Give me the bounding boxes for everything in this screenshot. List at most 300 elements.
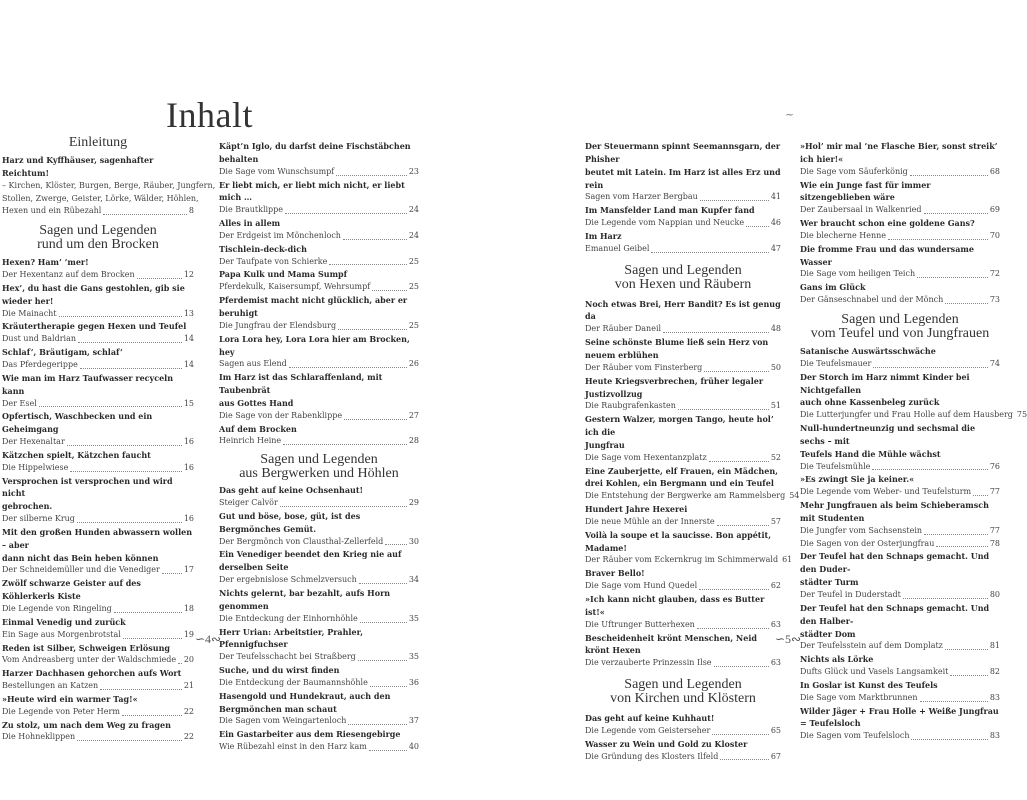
toc-entry-label: Die Sagen vom Weingartenloch [219,716,347,726]
toc-entry-label: Sagen aus Elend [219,359,287,369]
toc-entry[interactable] [800,486,1000,499]
toc-entry[interactable] [800,461,1000,474]
toc-entry[interactable] [2,180,216,193]
toc-entry[interactable] [800,640,1000,653]
toc-entry-label: Der Hexentanz auf dem Brocken [2,270,135,280]
toc-entry-label: Der Erdgeist im Mönchenloch [219,230,341,240]
toc-entry-label: Vom Andreasberg unter der Waldschmiede [2,655,177,665]
leader-dots [936,538,987,548]
section-heading [2,136,194,150]
toc-entry-page: 75 [1016,410,1027,420]
chapter-title: »Heute wird ein warmer Tag!« [2,693,138,704]
toc-entry-page: 72 [989,269,1000,279]
section-heading-line: rund um den Brocken [37,237,159,253]
toc-entry-label: Die Sagen vom Teufelsloch [800,731,910,741]
toc-entry-page: 20 [183,655,194,665]
section-heading-line: aus Bergwerken und Höhlen [239,466,399,482]
chapter-title: Opfertisch, Waschbecken und ein Geheimgang [2,411,153,435]
leader-dots [162,564,182,574]
toc-entry[interactable] [800,268,1000,281]
section-heading-line: von Hexen und Räubern [614,276,752,292]
leader-dots [924,204,988,214]
chapter-title: Bescheidenheit krönt Menschen, Neid krönt Hexen [585,632,757,656]
toc-entry[interactable] [219,204,419,217]
chapter-title: Das geht auf keine Ochsenhaut! [219,485,364,496]
toc-entry-label: Die Sage vom Hexentanzplatz [585,452,707,462]
chapter-title: Er liebt mich, er liebt mich nicht, er liebt mich … [219,179,405,203]
toc-entry-label: Dust und Baldrian [2,334,77,344]
toc-entry-page: 25 [408,320,419,330]
toc-entry[interactable] [800,666,1000,679]
leader-dots [903,589,988,599]
chapter-title: Reden ist Silber, Schweigen Erlösung [2,642,170,653]
leader-dots [678,400,769,410]
chapter-title: Nichts gelernt, bar bezahlt, aufs Horn genommen [219,588,391,611]
leader-dots [370,677,407,687]
toc-entry[interactable] [585,191,781,204]
toc-entry-label: Der Gänseschnabel und der Mönch [800,295,944,305]
chapter-title: Der Teufel hat den Schnaps gemacht. Und den Halber- [800,602,990,626]
chapter-title: Voilà la soupe et la saucisse. Bon appétit, Madame! [585,529,772,553]
toc-entry[interactable] [219,651,419,664]
leader-dots [344,410,407,420]
leader-dots [920,692,988,702]
leader-dots [59,308,182,318]
toc-entry[interactable] [2,513,194,526]
toc-entry-page: 25 [408,282,419,292]
chapter-title: Das geht auf keine Kuhhaut! [585,713,715,724]
toc-entry[interactable] [2,654,194,667]
toc-entry-page: 54 [789,491,800,501]
toc-entry-label: Die blecherne Henne [800,230,887,240]
leader-dots [338,320,407,330]
toc-entry[interactable] [219,613,419,626]
leader-dots [709,452,769,462]
toc-entry[interactable] [219,358,419,371]
toc-entry-label: Die Lutterjungfer und Frau Holle auf dem Hausberg [800,410,1013,420]
toc-entry-label: Stollen, Zwerge, Geister, Lörke, Wälder, Höhlen, [2,193,199,203]
toc-entry[interactable] [585,452,781,465]
toc-entry-label: Die Entdeckung der Baumannshöhle [219,677,368,687]
section-heading-line: von Kirchen und Klöstern [610,691,756,707]
chapter-title: Pferdemist macht nicht glücklich, aber er beruhigt [219,295,408,318]
toc-entry[interactable] [585,243,781,256]
toc-entry-page: 77 [989,487,1000,497]
toc-entry-label: Die Mainacht [2,308,57,318]
toc-entry[interactable] [219,256,419,269]
toc-entry-page: 47 [770,243,781,253]
toc-entry-page: 36 [408,677,419,687]
section-heading-line: Sagen und Legenden [841,311,959,327]
toc-entry-page: 16 [183,462,194,472]
toc-entry[interactable] [2,706,194,719]
leader-dots [720,751,768,761]
chapter-title: Die fromme Frau und das wundersame Wasser [800,243,974,267]
toc-entry-page: 80 [989,590,1000,599]
chapter-title: Mehr Jungfrauen als beim Schieberamsch [800,500,989,511]
toc-column-3 [585,140,800,763]
toc-entry[interactable] [800,692,1000,705]
chapter-title: Teufels Hand die Mühle wächst [800,448,941,459]
toc-entry[interactable] [800,589,1000,602]
toc-entry[interactable] [219,677,419,690]
leader-dots [285,204,407,214]
chapter-title: Zu stolz, um nach dem Weg zu fragen [2,719,171,730]
toc-entry-page: 50 [770,362,781,372]
toc-entry[interactable] [800,730,1000,743]
leader-dots [704,362,769,372]
page-number-right: ∽5∾ [775,632,802,646]
chapter-title: auch ohne Kassenbeleg zurück [800,397,940,408]
chapter-title: Hasengold und Hundekraut, auch den [219,690,391,701]
leader-dots [872,461,987,471]
toc-entry-label: Die Teufelsmauer [800,358,872,368]
toc-entry[interactable] [800,358,1000,371]
chapter-title: Seine schönste Blume ließ sein Herz von [585,337,769,348]
toc-entry-page: 12 [183,270,194,280]
toc-entry-page: 24 [408,205,419,215]
toc-entry[interactable] [585,657,781,670]
chapter-title: Einmal Venedig und zurück [2,616,126,627]
toc-entry-page: 70 [989,230,1000,240]
section-heading-line: Sagen und Legenden [624,262,742,278]
toc-entry-page: 37 [408,716,419,726]
chapter-title: Mit den großen Hunden abwassern wollen – aber [2,526,193,550]
toc-entry-label: – Kirchen, Klöster, Burgen, Berge, Räuber, Jungfern, [2,180,216,190]
toc-entry-page: 14 [183,334,194,344]
leader-dots [178,654,182,664]
leader-dots [945,640,988,650]
toc-entry-page: 34 [408,575,419,585]
toc-entry-page: 69 [989,205,1000,215]
toc-entry[interactable] [585,580,781,593]
section-heading-line: vom Teufel und von Jungfrauen [810,325,990,341]
toc-entry-page: 19 [183,629,194,639]
toc-entry[interactable] [585,400,781,413]
toc-entry[interactable] [219,536,419,549]
toc-entry-label: Die Sagen von der Osterjungfrau [800,538,935,548]
toc-entry[interactable] [585,619,781,632]
toc-entry-page: 29 [408,498,419,508]
leader-dots [372,281,407,291]
chapter-title: Hundert Jahre Hexerei [585,504,688,515]
toc-entry[interactable] [585,323,781,336]
chapter-title: Im Harz ist das Schlaraffenland, mit Taubenbrät [219,372,383,396]
chapter-title: Schlaf’, Bräutigam, schlaf’ [2,347,123,358]
toc-entry[interactable] [800,525,1000,538]
leader-dots [122,706,182,716]
toc-entry[interactable] [219,435,419,448]
leader-dots [873,358,988,368]
toc-entry-page: 67 [770,751,781,761]
toc-entry-label: Der Taufpate von Schierke [219,256,328,266]
toc-entry[interactable] [800,230,1000,243]
chapter-title: Null-hundertneunzig und sechsmal die sechs – mit [800,423,976,446]
toc-entry-label: Die Hohneklippen [2,732,76,742]
section-heading [800,313,1000,341]
leader-dots [289,358,407,368]
chapter-title: In Goslar ist Kunst des Teufels [800,679,938,690]
leader-dots [699,580,769,590]
chapter-title: Hex’, du hast die Gans gestohlen, gib sie wieder her! [2,282,185,306]
leader-dots [77,731,182,741]
toc-entry-page: 74 [989,358,1000,368]
chapter-title: Tischlein-deck-dich [219,243,307,254]
toc-entry-label: Die Legende von Ringeling [2,604,112,613]
toc-entry-label: Der silberne Krug [2,514,75,524]
toc-entry-label: Der Räuber vom Eckernkrug im Schimmerwald [585,555,779,565]
toc-entry-page: 82 [989,667,1000,677]
section-heading-line: Einleitung [68,135,128,150]
chapter-title: Der Storch im Harz nimmt Kinder bei Nichtgefallen [800,371,970,395]
toc-entry-label: Emanuel Geibel [585,243,650,253]
toc-entry-label: Die Legende von Peter Herm [2,706,120,716]
toc-entry-page: 8 [188,206,194,216]
toc-entry[interactable] [800,409,1027,422]
toc-entry[interactable] [219,166,419,179]
toc-entry-page: 63 [770,658,781,668]
leader-dots [359,574,407,584]
leader-dots [343,230,407,240]
ornament-top: ~ [785,108,795,121]
leader-dots [77,513,182,523]
toc-entry-label: Die Entstehung der Bergwerke am Rammelsberg [585,491,786,501]
toc-entry-page: 65 [770,725,781,735]
toc-entry-page: 24 [408,230,419,240]
chapter-title: Suche, und du wirst finden [219,665,340,676]
toc-entry-page: 28 [408,436,419,446]
toc-column-1 [2,135,216,744]
toc-entry-label: Der Schneidemüller und die Venediger [2,565,160,575]
toc-entry[interactable] [585,725,781,738]
toc-entry[interactable] [2,462,194,475]
chapter-title: Alles in allem [219,218,281,229]
leader-dots [80,359,182,369]
toc-entry-page: 21 [183,681,194,691]
toc-entry-label: Die Brautklippe [219,205,284,215]
toc-entry[interactable] [2,680,194,693]
chapter-title: neuem erblühen [585,349,659,360]
toc-entry-label: Steiger Calvör [219,498,278,508]
toc-entry[interactable] [585,751,781,764]
toc-entry[interactable] [585,362,781,375]
toc-entry[interactable] [2,629,194,642]
toc-entry-page: 14 [183,359,194,369]
toc-entry-page: 68 [989,166,1000,176]
chapter-title: drei Kohlen, ein Bergmann und ein Teufel [585,478,774,489]
toc-entry[interactable] [219,320,419,333]
toc-entry-page: 76 [989,461,1000,471]
chapter-title: Wer braucht schon eine goldene Gans? [800,218,975,229]
toc-entry-label: Die Sage vom heiligen Teich [800,269,916,279]
toc-entry-page: 51 [770,401,781,411]
toc-entry-label: Der ergebnislose Schmelzversuch [219,575,357,585]
chapter-title: Harzer Dachhasen gehorchen aufs Wort [2,668,182,679]
leader-dots [336,166,407,176]
toc-entry-label: Heinrich Heine [219,436,282,446]
page-title: Inhalt [166,95,253,135]
toc-entry[interactable] [219,574,419,587]
leader-dots [700,191,769,201]
chapter-title: »Es zwingt Sie ja keiner.« [800,474,915,485]
leader-dots [714,657,769,667]
toc-entry-page: 27 [408,410,419,420]
leader-dots [888,230,988,240]
chapter-title: städter Dom [800,628,856,639]
leader-dots [945,294,988,304]
chapter-title: Bergmönchen man schaut [219,703,337,714]
toc-entry[interactable] [2,731,194,744]
chapter-title: Der Teufel hat den Schnaps gemacht. Und den Duder- [800,551,990,575]
toc-entry-page: 15 [183,398,194,408]
section-heading [2,224,194,252]
toc-entry-label: Der Hexenaltar [2,437,65,447]
leader-dots [950,666,987,676]
toc-entry[interactable] [585,554,793,567]
leader-dots [70,462,182,472]
section-heading-line: Sagen und Legenden [39,223,157,239]
leader-dots [385,536,407,546]
toc-entry-label: Die Teufelsmühle [800,461,871,471]
toc-entry-page: 73 [989,295,1000,305]
toc-entry[interactable] [219,715,419,728]
toc-entry-label: Der Zaubersaal in Walkenried [800,205,922,215]
chapter-title: Harz und Kyffhäuser, sagenhafter Reichtum! [2,155,154,178]
leader-dots [973,486,988,496]
leader-dots [137,269,182,279]
toc-entry-label: Die Legende vom Geisterseher [585,725,711,735]
toc-entry-label: Die Sage vom Hund Quedel [585,581,698,591]
toc-entry-label: Dufts Glück und Vasels Langsamkeit [800,667,949,677]
toc-entry[interactable] [2,308,194,321]
toc-entry[interactable] [2,193,199,206]
toc-entry-page: 17 [183,565,194,575]
leader-dots [67,436,182,446]
toc-entry-label: Der Teufelsstein auf dem Domplatz [800,641,943,651]
leader-dots [697,619,769,629]
toc-entry[interactable] [800,294,1000,307]
toc-entry-label: Pferdekulk, Kaisersumpf, Wehrsumpf [219,282,371,292]
toc-entry[interactable] [2,205,194,218]
chapter-title: Satanische Auswärtsschwäche [800,345,936,356]
section-heading [219,453,419,481]
leader-dots [712,725,769,735]
leader-dots [369,741,407,751]
toc-entry-page: 52 [770,452,781,462]
toc-entry-page: 83 [989,731,1000,741]
leader-dots [360,613,407,623]
toc-entry-page: 18 [183,604,194,613]
toc-entry-page: 83 [989,692,1000,702]
chapter-title: Auf dem Brocken [219,423,297,434]
toc-entry-page: 23 [408,166,419,176]
chapter-title: Kätzchen spielt, Kätzchen faucht [2,449,151,460]
chapter-title: = Teufelsloch [800,718,861,729]
chapter-title: Im Mansfelder Land man Kupfer fand [585,205,755,216]
chapter-title: Wie man im Harz Taufwasser recyceln kann [2,372,174,396]
toc-entry-label: Die Legende vom Nappian und Neucke [585,218,745,228]
toc-entry-page: 22 [183,732,194,742]
chapter-title: Papa Kulk und Mama Sumpf [219,269,348,280]
toc-column-4 [800,140,1027,743]
toc-entry-label: Der Räuber Daneil [585,324,662,334]
toc-entry[interactable] [2,269,194,282]
leader-dots [651,243,768,253]
toc-entry[interactable] [219,230,419,243]
leader-dots [663,323,769,333]
toc-entry-page: 81 [989,641,1000,651]
chapter-title: Gestern Walzer, morgen Tango, heute hol’ ich die [585,414,774,438]
toc-entry-page: 57 [770,516,781,526]
chapter-title: Hexen? Ham’ ’mer! [2,257,89,268]
toc-entry[interactable] [585,217,781,230]
toc-entry-page: 77 [989,525,1000,535]
toc-entry[interactable] [800,204,1000,217]
toc-entry-label: Die neue Mühle an der Innerste [585,516,715,526]
toc-entry[interactable] [585,516,781,529]
toc-entry-label: Die Sage vom Wunschsumpf [219,166,335,176]
toc-entry[interactable] [2,564,194,577]
toc-entry-page: 48 [770,324,781,334]
chapter-title: Ein Venediger beendet den Krieg nie auf [219,549,402,560]
toc-entry-page: 40 [408,742,419,752]
toc-entry[interactable] [2,398,194,411]
toc-entry-label: Die Jungfer vom Sachsenstein [800,525,923,535]
toc-entry-page: 46 [770,218,781,228]
page-number-left: ∽4∾ [195,632,222,646]
toc-entry-page: 25 [408,256,419,266]
chapter-title: Zwölf schwarze Geister auf des Köhlerkerls Kiste [2,578,141,602]
toc-entry-label: Hexen und ein Rübezahl [2,206,102,216]
toc-entry-label: Die verzauberte Prinzessin Ilse [585,658,712,668]
section-heading-line: Sagen und Legenden [260,452,378,468]
toc-entry-label: Ein Sage aus Morgenbrotstal [2,629,121,639]
leader-dots [283,435,407,445]
leader-dots [910,166,988,176]
toc-entry-page: 16 [183,437,194,447]
chapter-title: Heute Kriegsverbrechen, früher legaler Justizvollzug [585,375,764,399]
toc-entry-page: 35 [408,613,419,623]
chapter-title: städter Turm [800,577,859,588]
toc-entry-label: Die Hippelwiese [2,462,69,472]
toc-entry[interactable] [800,166,1000,179]
toc-entry[interactable] [219,741,419,754]
chapter-title: Lora Lora hey, Lora Lora hier am Brocken, hey [219,333,410,357]
toc-entry[interactable] [2,333,194,346]
leader-dots [924,525,988,535]
toc-entry[interactable] [219,281,419,294]
chapter-title: »Ich kann nicht glauben, dass es Butter ist!« [585,594,765,617]
toc-entry[interactable] [2,603,194,616]
toc-entry[interactable] [2,436,194,449]
toc-entry[interactable] [585,490,800,503]
leader-dots [123,629,182,639]
leader-dots [39,398,182,408]
leader-dots [103,205,187,215]
toc-entry-label: Der Esel [2,398,37,408]
leader-dots [100,680,182,690]
toc-entry-label: Die Sage vom Säuferkönig [800,166,908,176]
toc-entry-page: 16 [183,514,194,524]
chapter-title: Im Harz [585,230,622,241]
toc-entry-label: Die Uftrunger Butterhexen [585,619,695,629]
toc-entry[interactable] [800,538,1000,551]
toc-entry[interactable] [2,359,194,372]
chapter-title: derselben Seite [219,562,289,573]
toc-entry[interactable] [219,497,419,510]
toc-entry[interactable] [219,410,419,423]
section-heading [585,678,781,706]
